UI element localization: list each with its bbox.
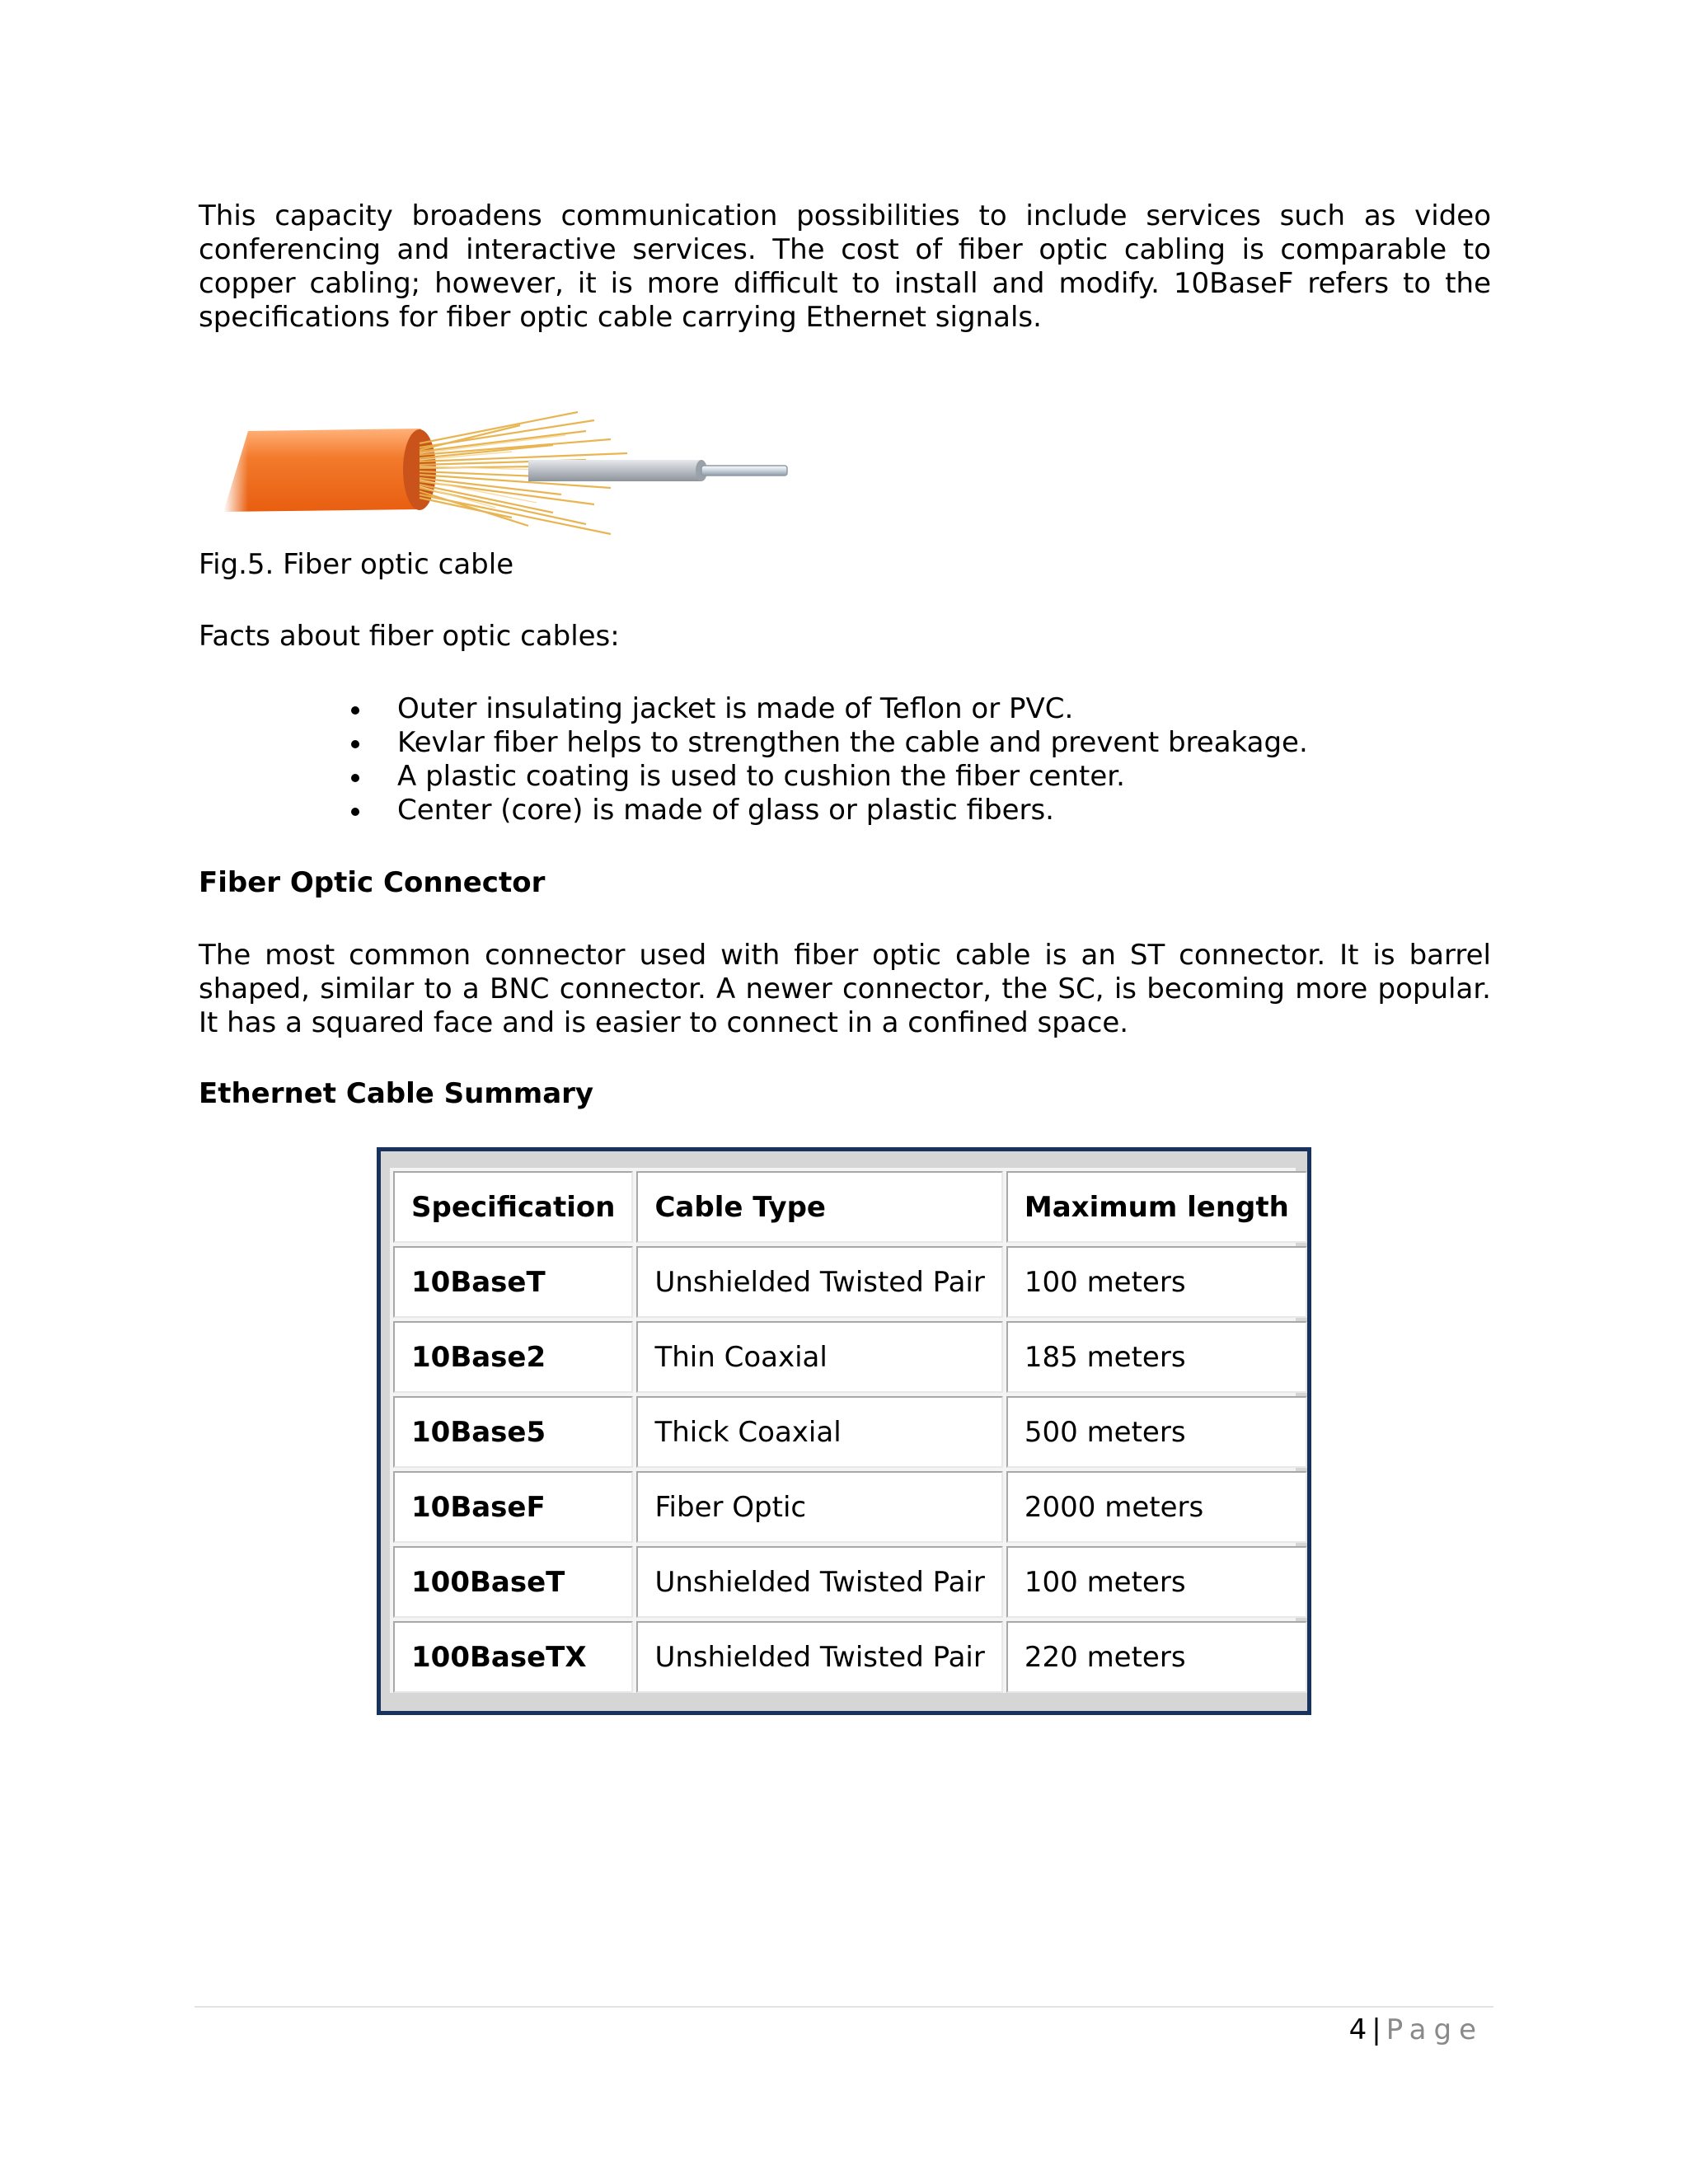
table-header-row [393,1171,1307,1243]
page-label: Page [1386,2013,1484,2046]
maximum-length-cell: 2000 meters [1006,1471,1307,1543]
facts-intro: Facts about fiber optic cables: [199,620,620,653]
maximum-length-cell: 220 meters [1006,1621,1307,1693]
list-item [345,760,1308,794]
footer-divider [195,2006,1493,2008]
bullet-icon [351,808,359,816]
specification-cell: 10BaseT [393,1246,633,1318]
facts-list [345,692,1308,827]
specification-cell: 10BaseF [393,1471,633,1543]
cable-summary-table [390,1168,1311,1696]
column-header-specification: Specification [393,1171,633,1243]
specification-cell: 10Base2 [393,1321,633,1393]
maximum-length-cell: 500 meters [1006,1396,1307,1468]
list-item [345,692,1308,726]
list-item [345,726,1308,760]
list-item-text: Outer insulating jacket is made of Teflon or PVC. [397,692,1074,725]
specification-cell: 10Base5 [393,1396,633,1468]
bullet-icon [351,706,359,715]
intro-paragraph: This capacity broadens communication possibilities to include services such as video conferencing and interactive services. The cost of fiber optic cabling is comparable to copper cabling; however, it is more difficult to install and modify. 10BaseF refers to the specifications for fiber optic cable carrying Ethernet signals. [199,199,1491,334]
connector-heading: Fiber Optic Connector [199,866,546,899]
cable-type-cell: Unshielded Twisted Pair [636,1546,1002,1618]
table-row [393,1246,1307,1318]
figure-caption: Fig.5. Fiber optic cable [199,548,514,581]
specification-cell: 100BaseTX [393,1621,633,1693]
column-header-maximum-length: Maximum length [1006,1171,1307,1243]
maximum-length-cell: 100 meters [1006,1546,1307,1618]
summary-heading: Ethernet Cable Summary [199,1077,594,1110]
table-row [393,1621,1307,1693]
cable-summary-table-frame [377,1147,1311,1715]
cable-type-cell: Thin Coaxial [636,1321,1002,1393]
cable-type-cell: Thick Coaxial [636,1396,1002,1468]
specification-cell: 100BaseT [393,1546,633,1618]
maximum-length-cell: 100 meters [1006,1246,1307,1318]
table-row [393,1321,1307,1393]
column-header-cable-type: Cable Type [636,1171,1002,1243]
page-number: 4 [1348,2013,1367,2046]
bullet-icon [351,740,359,748]
list-item-text: Kevlar fiber helps to strengthen the cable and prevent breakage. [397,726,1308,759]
cable-type-cell: Unshielded Twisted Pair [636,1246,1002,1318]
footer-separator: | [1372,2013,1381,2046]
cable-type-cell: Unshielded Twisted Pair [636,1621,1002,1693]
page-footer [1349,2013,1484,2047]
cable-type-cell: Fiber Optic [636,1471,1002,1543]
maximum-length-cell: 185 meters [1006,1321,1307,1393]
bullet-icon [351,774,359,782]
table-row [393,1396,1307,1468]
table-row [393,1546,1307,1618]
table-row [393,1471,1307,1543]
connector-paragraph: The most common connector used with fiber optic cable is an ST connector. It is barrel shaped, similar to a BNC connector. A newer connector, the SC, is becoming more popular. It has a squared face and is easier to connect in a confined space. [199,939,1491,1039]
fiber-optic-cable-illustration [199,402,792,542]
list-item-text: A plastic coating is used to cushion the fiber center. [397,760,1125,793]
list-item [345,794,1308,827]
list-item-text: Center (core) is made of glass or plastic fibers. [397,794,1054,827]
